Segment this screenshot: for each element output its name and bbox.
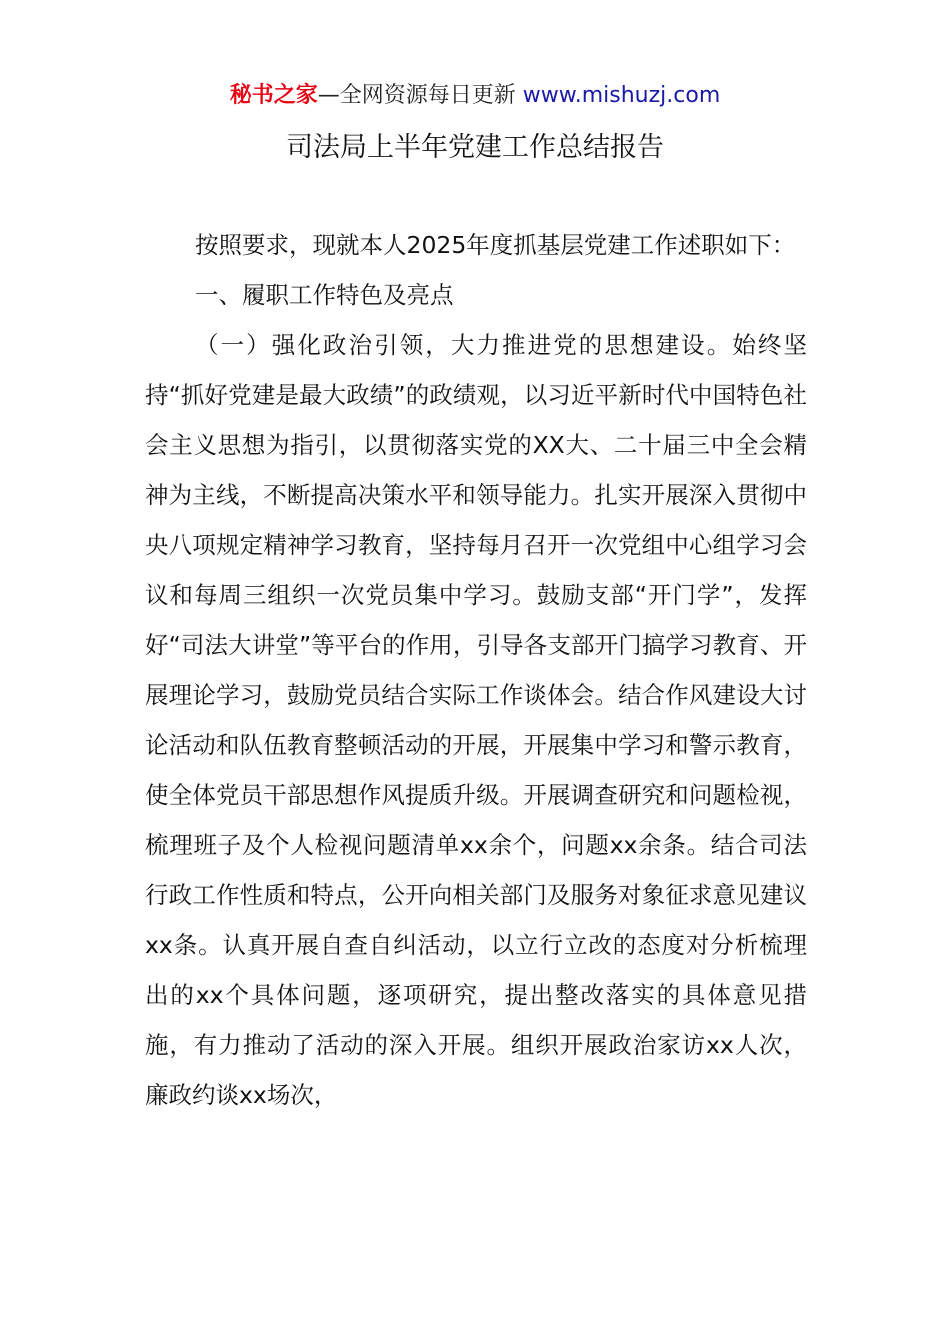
document-body bbox=[145, 220, 807, 1120]
section-heading: 一、履职工作特色及亮点 bbox=[195, 281, 454, 309]
site-header bbox=[0, 80, 950, 112]
site-url[interactable]: www.mishuzj.com bbox=[522, 83, 721, 108]
document-title: 司法局上半年党建工作总结报告 bbox=[286, 132, 664, 163]
site-brand: 秘书之家 bbox=[229, 83, 318, 108]
site-tagline: —全网资源每日更新 bbox=[317, 83, 523, 108]
paragraph-intro: 按照要求，现就本人2025年度抓基层党建工作述职如下： bbox=[195, 231, 796, 259]
paragraph-political-leadership: （一）强化政治引领，大力推进党的思想建设。始终坚持“抓好党建是最大政绩”的政绩观，以习近平新时代中国特色社会主义思想为指引，以贯彻落实党的XX大、二十届三中全会精神为主线，不断提高决策水平和领导能力。扎实开展深入贯彻中央八项规定精神学习教育，坚持每月召开一次党组中心组学习会议和每周三组织一次党员集中学习。鼓励支部“开门学”，发挥好“司法大讲堂”等平台的作用，引导各支部开门搞学习教育、开展理论学习，鼓励党员结合实际工作谈体会。结合作风建设大讨论活动和队伍教育整顿活动的开展，开展集中学习和警示教育，使全体党员干部思想作风提质升级。开展调查研究和问题检视，梳理班子及个人检视问题清单xx余个，问题xx余条。结合司法行政工作性质和特点，公开向相关部门及服务对象征求意见建议xx条。认真开展自查自纠活动，以立行立改的态度对分析梳理出的xx个具体问题，逐项研究，提出整改落实的具体意见措施，有力推动了活动的深入开展。组织开展政治家访xx人次，廉政约谈xx场次， bbox=[145, 331, 807, 1109]
